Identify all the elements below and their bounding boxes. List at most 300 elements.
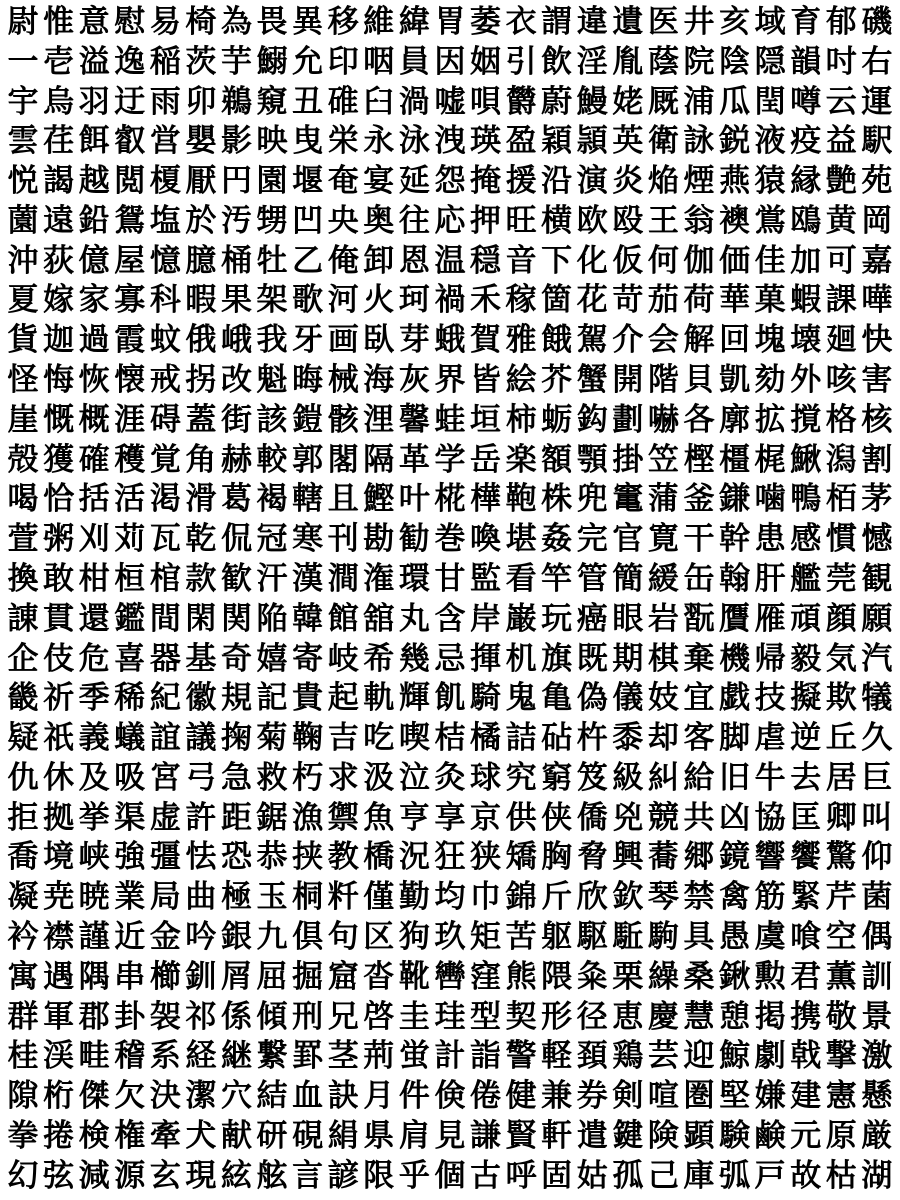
kanji-glyph: 嘘 [434,83,466,120]
kanji-glyph: 肝 [754,560,786,597]
kanji-glyph: 贋 [719,600,751,637]
kanji-glyph: 恭 [256,839,288,876]
kanji-glyph: 共 [683,799,715,836]
kanji-glyph: 眼 [612,600,644,637]
kanji-glyph: 宴 [363,163,395,200]
kanji-glyph: 煙 [683,163,715,200]
kanji-glyph: 曲 [185,879,217,916]
kanji-glyph: 均 [434,879,466,916]
kanji-glyph: 迦 [43,322,75,359]
kanji-glyph: 偽 [576,680,608,717]
glyph-row [6,919,894,955]
kanji-glyph: 具 [683,918,715,955]
kanji-glyph: 佳 [754,242,786,279]
kanji-glyph: 契 [505,998,537,1035]
kanji-glyph: 基 [185,640,217,677]
kanji-glyph: 恢 [78,362,110,399]
kanji-glyph: 頑 [790,600,822,637]
kanji-glyph: 峡 [78,839,110,876]
kanji-glyph: 薫 [825,958,857,995]
kanji-glyph: 火 [363,282,395,319]
kanji-glyph: 悦 [7,163,39,200]
kanji-glyph: 俄 [185,322,217,359]
kanji-glyph: 欣 [576,879,608,916]
kanji-glyph: 諌 [7,600,39,637]
kanji-glyph: 拐 [185,362,217,399]
kanji-glyph: 兇 [612,799,644,836]
kanji-glyph: 窮 [541,759,573,796]
kanji-glyph: 騎 [470,680,502,717]
kanji-glyph: 願 [861,600,893,637]
kanji-glyph: 衿 [7,918,39,955]
kanji-glyph: 洩 [434,123,466,160]
kanji-glyph: 喜 [114,640,146,677]
kanji-glyph: 柿 [505,401,537,438]
kanji-glyph: 朽 [292,759,324,796]
kanji-glyph: 原 [825,1117,857,1154]
kanji-glyph: 穫 [114,441,146,478]
kanji-glyph: 家 [78,282,110,319]
kanji-glyph: 沓 [363,958,395,995]
kanji-glyph: 弓 [185,759,217,796]
kanji-glyph: 易 [149,4,181,40]
kanji-glyph: 尭 [43,879,75,916]
kanji-glyph: 隙 [7,1078,39,1115]
kanji-glyph: 殴 [612,202,644,239]
kanji-glyph: 貫 [43,600,75,637]
kanji-glyph: 化 [576,242,608,279]
kanji-glyph: 乙 [292,242,324,279]
kanji-glyph: 謁 [43,163,75,200]
glyph-row [6,123,894,159]
kanji-glyph: 勲 [754,958,786,995]
kanji-glyph: 径 [576,998,608,1035]
kanji-glyph: 蔚 [541,83,573,120]
kanji-glyph: 客 [683,720,715,757]
kanji-glyph: 括 [78,481,110,518]
kanji-glyph: 勘 [363,521,395,558]
kanji-glyph: 樺 [470,481,502,518]
kanji-glyph: 鉛 [78,202,110,239]
kanji-glyph: 華 [719,282,751,319]
kanji-glyph: 圏 [683,1078,715,1115]
kanji-glyph: 加 [790,242,822,279]
kanji-glyph: 翫 [683,600,715,637]
kanji-glyph: 黄 [825,202,857,239]
kanji-glyph: 河 [327,282,359,319]
kanji-glyph: 遇 [43,958,75,995]
kanji-glyph: 畏 [256,4,288,40]
kanji-glyph: 惟 [43,4,75,40]
kanji-glyph: 雲 [7,123,39,160]
kanji-glyph: 玄 [149,1157,181,1194]
kanji-glyph: 汗 [256,560,288,597]
kanji-glyph: 鞄 [505,481,537,518]
kanji-glyph: 域 [754,4,786,40]
glyph-row [6,839,894,875]
kanji-glyph: 顎 [576,441,608,478]
kanji-glyph: 勧 [398,521,430,558]
kanji-glyph: 遺 [612,4,644,40]
kanji-glyph: 沖 [7,242,39,279]
kanji-glyph: 鴛 [114,202,146,239]
kanji-glyph: 矩 [470,918,502,955]
kanji-glyph: 患 [754,521,786,558]
kanji-glyph: 斤 [541,879,573,916]
kanji-glyph: 祇 [43,720,75,757]
kanji-glyph: 系 [149,1038,181,1075]
kanji-glyph: 旧 [719,759,751,796]
kanji-glyph: 袈 [149,998,181,1035]
kanji-glyph: 宮 [149,759,181,796]
kanji-glyph: 喬 [7,839,39,876]
kanji-glyph: 慧 [683,998,715,1035]
kanji-glyph: 格 [825,401,857,438]
kanji-glyph: 懐 [114,362,146,399]
kanji-glyph: 倦 [470,1078,502,1115]
kanji-glyph: 疑 [7,720,39,757]
kanji-glyph: 居 [825,759,857,796]
kanji-glyph: 巻 [434,521,466,558]
kanji-glyph: 熊 [505,958,537,995]
kanji-glyph: 花 [576,282,608,319]
kanji-glyph: 泣 [398,759,430,796]
kanji-glyph: 株 [541,481,573,518]
kanji-glyph: 萎 [470,4,502,40]
glyph-row [6,521,894,557]
kanji-glyph: 炎 [612,163,644,200]
kanji-glyph: 結 [256,1078,288,1115]
kanji-glyph: 謙 [470,1117,502,1154]
kanji-glyph: 廓 [719,401,751,438]
kanji-glyph: 鯨 [719,1038,751,1075]
kanji-glyph: 馨 [398,401,430,438]
kanji-glyph: 芽 [398,322,430,359]
kanji-glyph: 羽 [78,83,110,120]
kanji-glyph: 井 [683,4,715,40]
kanji-glyph: 各 [683,401,715,438]
kanji-glyph: 僑 [576,799,608,836]
kanji-glyph: 陥 [256,600,288,637]
kanji-glyph: 宜 [683,680,715,717]
kanji-glyph: 浬 [363,401,395,438]
kanji-glyph: 云 [825,83,857,120]
kanji-glyph: 嘉 [861,242,893,279]
kanji-glyph: 凹 [292,202,324,239]
kanji-glyph: 軽 [541,1038,573,1075]
kanji-glyph: 液 [754,123,786,160]
kanji-glyph: 嘩 [861,282,893,319]
kanji-glyph: 嬰 [185,123,217,160]
kanji-glyph: 黍 [612,720,644,757]
kanji-glyph: 卿 [825,799,857,836]
kanji-glyph: 輝 [398,680,430,717]
kanji-glyph: 戟 [790,1038,822,1075]
kanji-glyph: 駕 [576,322,608,359]
kanji-glyph: 環 [398,560,430,597]
kanji-glyph: 決 [149,1078,181,1115]
kanji-glyph: 机 [505,640,537,677]
kanji-glyph: 岸 [470,600,502,637]
kanji-glyph: 記 [256,680,288,717]
kanji-glyph: 盈 [505,123,537,160]
kanji-glyph: 艶 [825,163,857,200]
kanji-glyph: 吟 [185,918,217,955]
kanji-glyph: 雨 [149,83,181,120]
kanji-glyph: 益 [825,123,857,160]
kanji-glyph: 享 [434,799,466,836]
kanji-glyph: 顔 [825,600,857,637]
kanji-glyph: 叫 [861,799,893,836]
kanji-glyph: 牽 [149,1117,181,1154]
kanji-glyph: 茄 [647,282,679,319]
kanji-glyph: 干 [683,521,715,558]
kanji-glyph: 苅 [114,521,146,558]
kanji-glyph: 蒲 [647,481,679,518]
kanji-glyph: 戸 [754,1157,786,1194]
kanji-glyph: 覚 [149,441,181,478]
kanji-glyph: 韻 [790,43,822,80]
kanji-glyph: 雁 [754,600,786,637]
kanji-glyph: 兜 [576,481,608,518]
kanji-glyph: 剣 [612,1078,644,1115]
kanji-glyph: 卸 [363,242,395,279]
kanji-glyph: 筋 [754,879,786,916]
kanji-glyph: 鎌 [719,481,751,518]
glyph-row [6,84,894,120]
kanji-glyph: 緊 [790,879,822,916]
kanji-glyph: 鴎 [790,202,822,239]
kanji-glyph: 叶 [398,481,430,518]
kanji-glyph: 個 [434,1157,466,1194]
kanji-glyph: 忌 [434,640,466,677]
kanji-glyph: 牙 [292,322,324,359]
kanji-glyph: 溢 [78,43,110,80]
kanji-glyph: 棄 [683,640,715,677]
kanji-glyph: 浦 [683,83,715,120]
kanji-glyph: 軍 [43,998,75,1035]
kanji-glyph: 暇 [185,282,217,319]
kanji-glyph: 逸 [114,43,146,80]
kanji-glyph: 鞠 [292,720,324,757]
kanji-glyph: 科 [149,282,181,319]
kanji-glyph: 額 [541,441,573,478]
kanji-glyph: 吸 [114,759,146,796]
kanji-glyph: 芋 [220,43,252,80]
kanji-glyph: 害 [861,362,893,399]
kanji-glyph: 銀 [220,918,252,955]
kanji-glyph: 玉 [256,879,288,916]
kanji-glyph: 捲 [43,1117,75,1154]
kanji-glyph: 翁 [683,202,715,239]
kanji-glyph: 臥 [363,322,395,359]
kanji-glyph: 晦 [292,362,324,399]
kanji-glyph: 稼 [505,282,537,319]
kanji-glyph: 慨 [43,401,75,438]
kanji-glyph: 仇 [7,759,39,796]
kanji-glyph: 蝦 [790,282,822,319]
kanji-glyph: 軌 [363,680,395,717]
kanji-glyph: 為 [220,4,252,40]
kanji-glyph: 元 [790,1117,822,1154]
kanji-glyph: 悔 [43,362,75,399]
kanji-glyph: 欽 [612,879,644,916]
kanji-glyph: 過 [78,322,110,359]
kanji-glyph: 魁 [256,362,288,399]
glyph-row [6,680,894,716]
kanji-glyph: 継 [220,1038,252,1075]
glyph-row [6,322,894,358]
kanji-glyph: 僅 [363,879,395,916]
kanji-glyph: 閲 [114,163,146,200]
kanji-glyph: 劾 [754,362,786,399]
kanji-glyph: 固 [541,1157,573,1194]
kanji-glyph: 泳 [398,123,430,160]
kanji-glyph: 詠 [683,123,715,160]
kanji-glyph: 企 [7,640,39,677]
kanji-glyph: 狭 [470,839,502,876]
kanji-glyph: 角 [185,441,217,478]
kanji-glyph: 金 [149,918,181,955]
kanji-glyph: 砧 [541,720,573,757]
kanji-glyph: 鋸 [256,799,288,836]
kanji-glyph: 給 [683,759,715,796]
kanji-glyph: 寛 [647,521,679,558]
kanji-glyph: 凶 [719,799,751,836]
kanji-glyph: 厩 [647,83,679,120]
kanji-glyph: 較 [256,441,288,478]
kanji-glyph: 蛾 [434,322,466,359]
kanji-glyph: 穏 [470,242,502,279]
kanji-glyph: 絃 [220,1157,252,1194]
kanji-glyph: 憲 [825,1078,857,1115]
kanji-glyph: 医 [647,4,679,40]
kanji-glyph: 毅 [790,640,822,677]
kanji-glyph: 吋 [825,43,857,80]
kanji-glyph: 球 [470,759,502,796]
kanji-glyph: 駈 [612,918,644,955]
kanji-glyph: 己 [647,1157,679,1194]
kanji-glyph: 営 [149,123,181,160]
kanji-glyph: 仰 [861,839,893,876]
kanji-glyph: 極 [220,879,252,916]
kanji-glyph: 下 [541,242,573,279]
kanji-glyph: 賢 [505,1117,537,1154]
kanji-glyph: 蓋 [185,401,217,438]
kanji-glyph: 園 [256,163,288,200]
kanji-glyph: 概 [78,401,110,438]
kanji-glyph: 源 [114,1157,146,1194]
kanji-glyph: 凱 [719,362,751,399]
kanji-glyph: 橋 [363,839,395,876]
kanji-glyph: 機 [719,640,751,677]
kanji-glyph: 驚 [825,839,857,876]
kanji-glyph: 鴨 [790,481,822,518]
kanji-glyph: 堪 [505,521,537,558]
kanji-glyph: 罫 [292,1038,324,1075]
kanji-glyph: 魚 [363,799,395,836]
kanji-glyph: 義 [78,720,110,757]
kanji-glyph: 見 [434,1117,466,1154]
kanji-glyph: 遣 [576,1117,608,1154]
kanji-glyph: 穎 [541,123,573,160]
kanji-glyph: 稽 [114,1038,146,1075]
kanji-glyph: 缶 [683,560,715,597]
kanji-glyph: 稲 [149,43,181,80]
kanji-glyph: 亥 [719,4,751,40]
kanji-glyph: 菌 [861,879,893,916]
glyph-row [6,800,894,836]
glyph-row [6,1078,894,1114]
kanji-glyph: 警 [505,1038,537,1075]
kanji-glyph: 畦 [78,1038,110,1075]
kanji-glyph: 鍬 [719,958,751,995]
kanji-glyph: 衛 [647,123,679,160]
kanji-glyph: 解 [683,322,715,359]
kanji-glyph: 旗 [541,640,573,677]
kanji-glyph: 倶 [292,918,324,955]
kanji-glyph: 群 [7,998,39,1035]
kanji-glyph: 茅 [861,481,893,518]
kanji-glyph: 尉 [7,4,39,40]
kanji-glyph: 嫁 [43,282,75,319]
kanji-glyph: 丑 [292,83,324,120]
kanji-glyph: 慣 [825,521,857,558]
kanji-glyph: 徽 [185,680,217,717]
kanji-glyph: 岡 [861,202,893,239]
kanji-glyph: 縁 [790,163,822,200]
kanji-glyph: 汚 [220,202,252,239]
kanji-glyph: 競 [647,799,679,836]
kanji-glyph: 舷 [256,1157,288,1194]
kanji-glyph: 郡 [78,998,110,1035]
kanji-glyph: 兄 [327,998,359,1035]
kanji-glyph: 鏡 [719,839,751,876]
kanji-glyph: 臆 [185,242,217,279]
kanji-glyph: 奥 [363,202,395,239]
kanji-glyph: 経 [185,1038,217,1075]
kanji-glyph: 巾 [470,879,502,916]
kanji-glyph: 郷 [683,839,715,876]
kanji-glyph: 旺 [505,202,537,239]
kanji-glyph: 弦 [43,1157,75,1194]
kanji-glyph: 鵜 [220,83,252,120]
kanji-glyph: 件 [398,1078,430,1115]
glyph-row [6,641,894,677]
kanji-glyph: 憶 [149,242,181,279]
kanji-glyph: 頴 [576,123,608,160]
kanji-glyph: 蛎 [541,401,573,438]
kanji-glyph: 粂 [576,958,608,995]
kanji-glyph: 迂 [114,83,146,120]
kanji-glyph: 紀 [149,680,181,717]
kanji-glyph: 且 [327,481,359,518]
kanji-glyph: 胸 [541,839,573,876]
kanji-glyph: 桔 [434,720,466,757]
kanji-glyph: 古 [470,1157,502,1194]
kanji-glyph: 姑 [576,1157,608,1194]
kanji-glyph: 荏 [43,123,75,160]
kanji-glyph: 潟 [825,441,857,478]
kanji-glyph: 恐 [220,839,252,876]
kanji-glyph: 憩 [719,998,751,1035]
kanji-glyph: 異 [292,4,324,40]
kanji-glyph: 骸 [327,401,359,438]
kanji-glyph: 気 [825,640,857,677]
kanji-glyph: 亨 [398,799,430,836]
kanji-glyph: 櫛 [149,958,181,995]
kanji-glyph: 会 [647,322,679,359]
